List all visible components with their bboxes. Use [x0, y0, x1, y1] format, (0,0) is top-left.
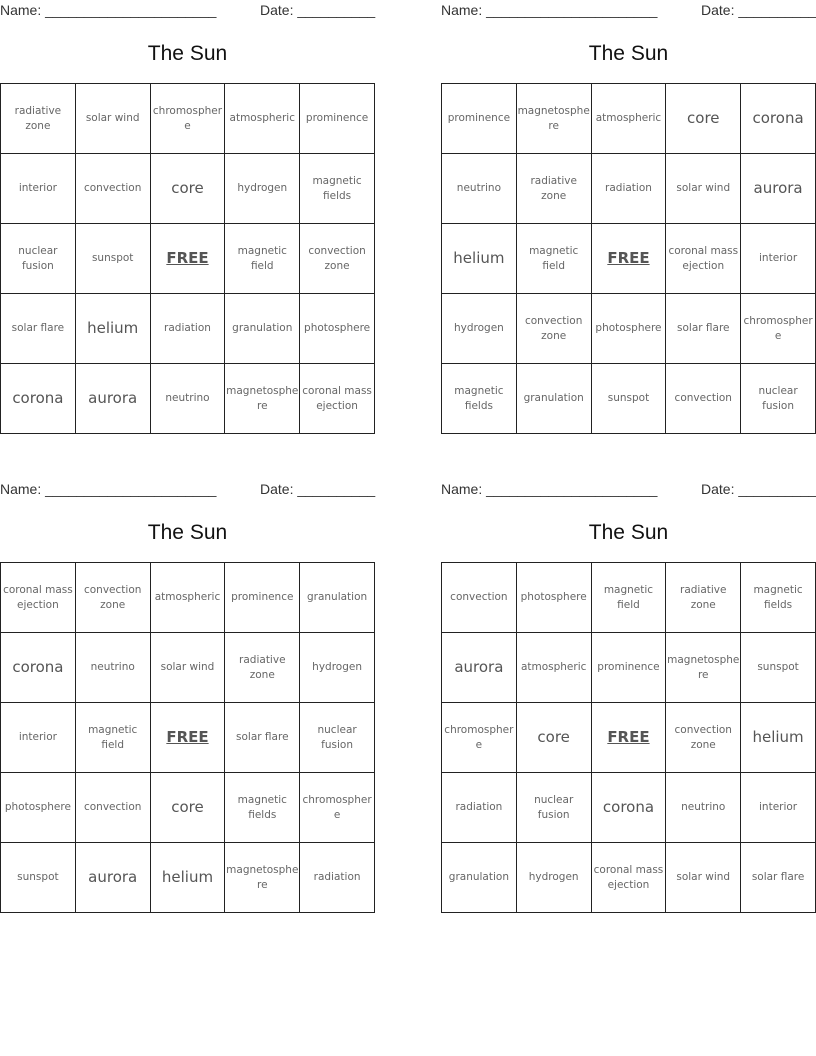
bingo-cell: convection zone: [516, 294, 591, 364]
bingo-cell: corona: [591, 773, 666, 843]
bingo-cell: coronal mass ejection: [591, 843, 666, 913]
bingo-cell: radiative zone: [666, 563, 741, 633]
bingo-cell: sunspot: [591, 364, 666, 434]
bingo-cell: corona: [1, 633, 76, 703]
bingo-cell: magnetic fields: [225, 773, 300, 843]
bingo-cell: convection zone: [75, 563, 150, 633]
bingo-cell: coronal mass ejection: [666, 224, 741, 294]
bingo-row: [442, 633, 816, 703]
bingo-cell: atmospheric: [516, 633, 591, 703]
bingo-cell: interior: [1, 154, 76, 224]
bingo-cell: nuclear fusion: [300, 703, 375, 773]
free-space: FREE: [591, 224, 666, 294]
bingo-cell: photosphere: [300, 294, 375, 364]
bingo-cell: atmospheric: [591, 84, 666, 154]
bingo-cell: granulation: [300, 563, 375, 633]
bingo-row: [1, 633, 375, 703]
bingo-cell: core: [516, 703, 591, 773]
bingo-grid: [0, 562, 375, 913]
bingo-cell: solar wind: [75, 84, 150, 154]
bingo-cell: aurora: [75, 843, 150, 913]
bingo-cell: prominence: [591, 633, 666, 703]
name-field-label: Name: ______________________: [441, 2, 658, 18]
bingo-cell: photosphere: [516, 563, 591, 633]
bingo-cell: radiation: [300, 843, 375, 913]
bingo-cell: convection: [75, 773, 150, 843]
bingo-cell: chromosphere: [300, 773, 375, 843]
bingo-cell: hydrogen: [516, 843, 591, 913]
bingo-cell: solar wind: [666, 843, 741, 913]
bingo-cell: interior: [741, 224, 816, 294]
bingo-row: [442, 294, 816, 364]
bingo-cell: solar flare: [666, 294, 741, 364]
bingo-cell: hydrogen: [225, 154, 300, 224]
bingo-cell: helium: [150, 843, 225, 913]
bingo-cell: atmospheric: [225, 84, 300, 154]
bingo-cell: corona: [1, 364, 76, 434]
bingo-cell: hydrogen: [300, 633, 375, 703]
bingo-cell: nuclear fusion: [1, 224, 76, 294]
bingo-cell: solar flare: [741, 843, 816, 913]
name-field-label: Name: ______________________: [0, 2, 217, 18]
bingo-cell: chromosphere: [741, 294, 816, 364]
bingo-cell: solar wind: [666, 154, 741, 224]
bingo-cell: granulation: [442, 843, 517, 913]
bingo-row: [1, 294, 375, 364]
bingo-row: [1, 154, 375, 224]
date-field-label: Date: __________: [260, 481, 376, 497]
bingo-cell: aurora: [442, 633, 517, 703]
bingo-cell: photosphere: [591, 294, 666, 364]
name-field-label: Name: ______________________: [0, 481, 217, 497]
name-date-row: [441, 0, 816, 20]
bingo-cell: magnetosphere: [516, 84, 591, 154]
bingo-cell: radiation: [150, 294, 225, 364]
bingo-cell: helium: [741, 703, 816, 773]
bingo-cell: sunspot: [1, 843, 76, 913]
bingo-cell: solar flare: [225, 703, 300, 773]
bingo-cell: convection: [666, 364, 741, 434]
bingo-row: [442, 563, 816, 633]
bingo-cell: coronal mass ejection: [300, 364, 375, 434]
free-space: FREE: [591, 703, 666, 773]
free-space: FREE: [150, 224, 225, 294]
bingo-cell: sunspot: [75, 224, 150, 294]
bingo-row: [1, 364, 375, 434]
bingo-row: [442, 84, 816, 154]
bingo-cell: radiative zone: [516, 154, 591, 224]
bingo-cell: hydrogen: [442, 294, 517, 364]
bingo-cell: magnetic field: [516, 224, 591, 294]
bingo-row: [1, 563, 375, 633]
bingo-cell: corona: [741, 84, 816, 154]
bingo-cell: prominence: [442, 84, 517, 154]
bingo-cell: radiation: [591, 154, 666, 224]
bingo-cell: convection: [442, 563, 517, 633]
bingo-cell: helium: [442, 224, 517, 294]
bingo-cell: granulation: [225, 294, 300, 364]
bingo-row: [1, 773, 375, 843]
bingo-row: [1, 84, 375, 154]
bingo-cell: convection: [75, 154, 150, 224]
bingo-cell: sunspot: [741, 633, 816, 703]
bingo-cell: prominence: [225, 563, 300, 633]
bingo-row: [442, 154, 816, 224]
bingo-cell: photosphere: [1, 773, 76, 843]
bingo-cell: prominence: [300, 84, 375, 154]
bingo-cell: convection zone: [666, 703, 741, 773]
bingo-cell: magnetic fields: [300, 154, 375, 224]
name-date-row: [0, 0, 375, 20]
bingo-cell: magnetic field: [225, 224, 300, 294]
free-space: FREE: [150, 703, 225, 773]
card-title: The Sun: [588, 521, 669, 544]
bingo-cell: neutrino: [75, 633, 150, 703]
bingo-cell: core: [150, 154, 225, 224]
bingo-cell: core: [150, 773, 225, 843]
bingo-cell: neutrino: [150, 364, 225, 434]
bingo-cell: neutrino: [666, 773, 741, 843]
bingo-grid: [441, 83, 816, 434]
name-field-label: Name: ______________________: [441, 481, 658, 497]
bingo-cell: radiative zone: [1, 84, 76, 154]
bingo-row: [442, 773, 816, 843]
bingo-row: [442, 703, 816, 773]
bingo-cell: core: [666, 84, 741, 154]
bingo-cell: coronal mass ejection: [1, 563, 76, 633]
card-title: The Sun: [147, 42, 228, 65]
bingo-cell: magnetosphere: [666, 633, 741, 703]
bingo-row: [442, 224, 816, 294]
bingo-cell: magnetosphere: [225, 364, 300, 434]
card-title: The Sun: [588, 42, 669, 65]
bingo-cell: atmospheric: [150, 563, 225, 633]
bingo-cell: nuclear fusion: [741, 364, 816, 434]
bingo-cell: magnetic fields: [442, 364, 517, 434]
bingo-cell: magnetic fields: [741, 563, 816, 633]
bingo-cell: convection zone: [300, 224, 375, 294]
bingo-row: [1, 843, 375, 913]
bingo-row: [1, 224, 375, 294]
bingo-cell: chromosphere: [150, 84, 225, 154]
date-field-label: Date: __________: [701, 2, 816, 18]
bingo-row: [1, 703, 375, 773]
card-title: The Sun: [147, 521, 228, 544]
name-date-row: [441, 479, 816, 499]
date-field-label: Date: __________: [701, 481, 816, 497]
bingo-cell: aurora: [741, 154, 816, 224]
bingo-cell: neutrino: [442, 154, 517, 224]
bingo-cell: granulation: [516, 364, 591, 434]
bingo-cell: solar flare: [1, 294, 76, 364]
bingo-cell: magnetic field: [591, 563, 666, 633]
bingo-cell: solar wind: [150, 633, 225, 703]
bingo-cell: helium: [75, 294, 150, 364]
bingo-cell: chromosphere: [442, 703, 517, 773]
bingo-cell: aurora: [75, 364, 150, 434]
bingo-grid: [441, 562, 816, 913]
bingo-cell: magnetic field: [75, 703, 150, 773]
bingo-cell: interior: [1, 703, 76, 773]
bingo-row: [442, 843, 816, 913]
bingo-cell: radiation: [442, 773, 517, 843]
bingo-cell: interior: [741, 773, 816, 843]
name-date-row: [0, 479, 375, 499]
bingo-cell: radiative zone: [225, 633, 300, 703]
bingo-grid: [0, 83, 375, 434]
bingo-cell: nuclear fusion: [516, 773, 591, 843]
bingo-row: [442, 364, 816, 434]
bingo-cell: magnetosphere: [225, 843, 300, 913]
date-field-label: Date: __________: [260, 2, 376, 18]
